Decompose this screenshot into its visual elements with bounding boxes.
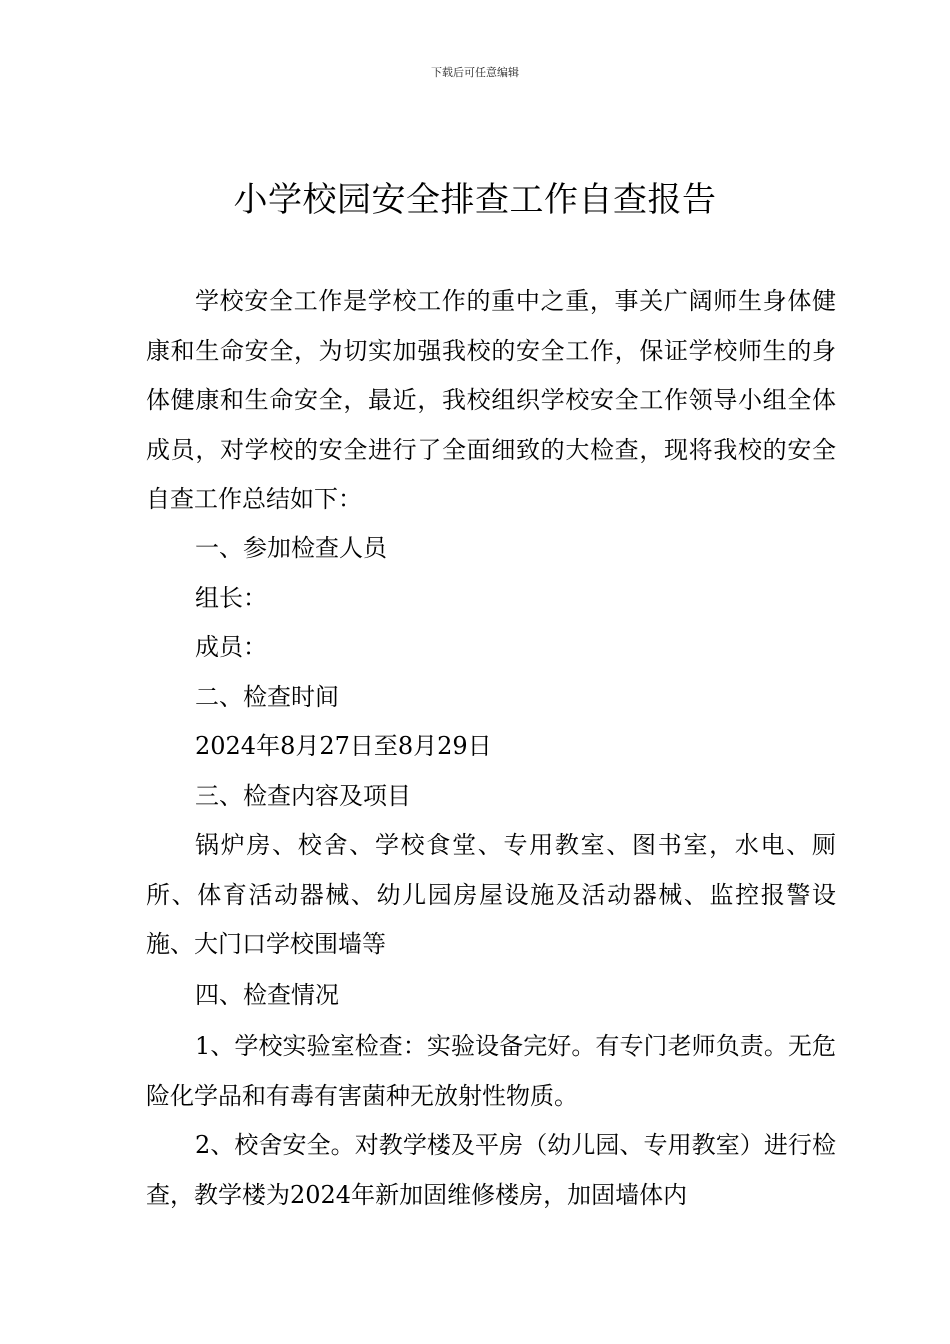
section-heading-situation: 四、检查情况: [195, 981, 339, 1009]
section-heading-content: 三、检查内容及项目: [195, 782, 411, 810]
inspection-date: 2024年8月27日至8月29日: [195, 732, 492, 760]
section-heading-participants: 一、参加检查人员: [195, 534, 387, 562]
document-title: 小学校园安全排查工作自查报告: [233, 180, 717, 220]
members-line: 成员：: [195, 633, 267, 661]
inspection-items-paragraph: 锅炉房、校舍、学校食堂、专用教室、图书室，水电、厕所、体育活动器械、幼儿园房屋设施及活动器械、监控报警设施、大门口学校围墙等: [146, 831, 836, 958]
section-heading-time: 二、检查时间: [195, 683, 339, 711]
group-leader-line: 组长：: [195, 584, 267, 612]
page-header-note: 下载后可任意编辑: [431, 66, 519, 79]
building-safety-paragraph: 2、校舍安全。对教学楼及平房（幼儿园、专用教室）进行检查，教学楼为2024年新加固维修楼房，加固墙体内: [146, 1131, 836, 1209]
lab-inspection-paragraph: 1、学校实验室检查：实验设备完好。有专门老师负责。无危险化学品和有毒有害菌种无放射性物质。: [146, 1032, 836, 1110]
intro-paragraph: 学校安全工作是学校工作的重中之重，事关广阔师生身体健康和生命安全，为切实加强我校的安全工作，保证学校师生的身体健康和生命安全，最近，我校组织学校安全工作领导小组全体成员，对学校的安全进行了全面细致的大检查，现将我校的安全自查工作总结如下：: [146, 287, 836, 513]
